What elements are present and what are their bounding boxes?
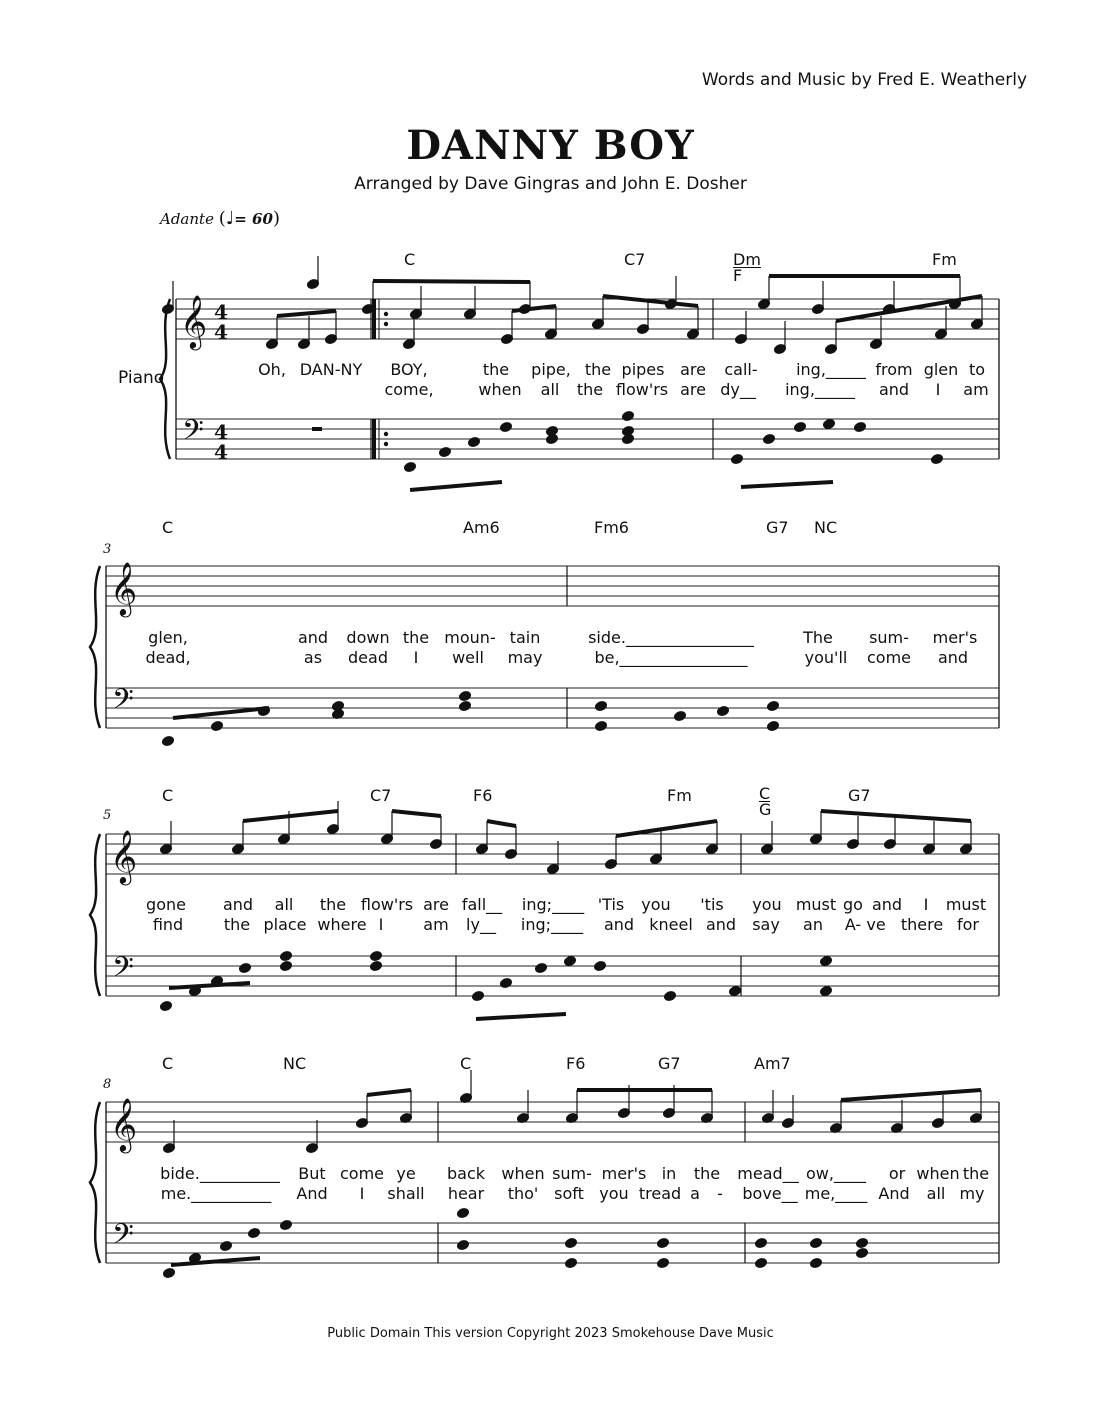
note-beam (741, 482, 833, 487)
chord-symbol: Fm (667, 786, 692, 805)
lyric-syllable: dy__ (720, 380, 756, 399)
bass-note-head (159, 1000, 172, 1011)
lyric-syllable: and (937, 648, 969, 667)
chord-symbol: G7 (658, 1054, 681, 1073)
lyric-syllable: there (900, 915, 944, 934)
lyric-syllable: a (690, 1184, 700, 1203)
whole-rest (312, 427, 322, 431)
lyric-syllable: am (963, 380, 989, 399)
treble-clef-icon: 𝄞 (110, 829, 138, 883)
chord-symbol: C (162, 786, 174, 805)
lyric-syllable: flow'rs (615, 380, 669, 399)
note-beam (487, 821, 516, 826)
bass-clef-icon: 𝄢 (112, 1218, 134, 1258)
treble-clef-icon: 𝄞 (110, 561, 138, 615)
brace (90, 566, 100, 728)
bass-note-head (855, 1247, 868, 1258)
lyric-syllable: come (339, 1164, 385, 1183)
note-beam (476, 1014, 566, 1019)
bass-note-head (564, 1257, 577, 1268)
bass-note-head (656, 1257, 669, 1268)
lyric-syllable: ly__ (466, 915, 496, 934)
chord-symbol: Am7 (754, 1054, 791, 1073)
bass-note-head (247, 1227, 260, 1238)
lyric-syllable: may (507, 648, 543, 667)
lyric-syllable: and (603, 915, 635, 934)
lyric-syllable: I (413, 648, 419, 667)
lyric-syllable: bove__ (742, 1184, 798, 1203)
bass-note-head (594, 720, 607, 731)
chord-bass: F (733, 266, 743, 285)
lyric-syllable: where (317, 915, 367, 934)
lyric-syllable: A- (844, 915, 862, 934)
bass-note-head (716, 705, 729, 716)
lyric-syllable: come, (384, 380, 434, 399)
lyric-syllable: are (423, 895, 449, 914)
time-signature: 4 (214, 300, 228, 324)
bass-note-head (279, 1219, 292, 1230)
time-signature: 4 (214, 440, 228, 464)
bass-note-head (219, 1240, 232, 1251)
lyric-syllable: the (402, 628, 430, 647)
tempo-marking: Adante (♩= 60) (160, 208, 280, 229)
bass-note-head (438, 446, 451, 457)
bass-note-head (853, 421, 866, 432)
treble-clef-icon: 𝄞 (180, 294, 208, 348)
chord-symbol: G7 (766, 518, 789, 537)
lyric-syllable: when (501, 1164, 545, 1183)
tempo-text: Adante (160, 210, 214, 228)
note-beam (841, 1090, 981, 1100)
bass-note-head (279, 950, 292, 961)
chord-bass: G (759, 800, 772, 819)
lyric-syllable: for (957, 915, 979, 934)
lyric-syllable: and (222, 895, 254, 914)
lyric-syllable: gone (146, 895, 186, 914)
lyric-syllable: must (795, 895, 837, 914)
chord-symbol: C (404, 250, 416, 269)
lyric-syllable: and (878, 380, 910, 399)
bass-note-head (754, 1257, 767, 1268)
lyric-syllable: the (962, 1164, 990, 1183)
chord-symbol (759, 786, 771, 817)
lyric-syllable: DAN-NY (299, 360, 363, 379)
lyric-syllable: dead (348, 648, 388, 667)
lyric-syllable: down (346, 628, 390, 647)
brace (90, 1102, 100, 1263)
chord-symbol: G7 (848, 786, 871, 805)
lyric-syllable: flow'rs (360, 895, 414, 914)
lyric-syllable: are (680, 360, 706, 379)
lyric-syllable: or (888, 1164, 906, 1183)
lyric-syllable: back (446, 1164, 486, 1183)
lyric-syllable: to (968, 360, 986, 379)
lyric-syllable: and (705, 915, 737, 934)
lyric-syllable: you (599, 1184, 629, 1203)
bass-clef-icon: 𝄢 (182, 414, 204, 454)
lyric-syllable: mer's (601, 1164, 647, 1183)
time-signature: 4 (214, 320, 228, 344)
bass-note-head (369, 950, 382, 961)
bass-note-head (563, 955, 576, 966)
bass-note-head (456, 1239, 469, 1250)
bass-note-head (663, 990, 676, 1001)
bass-note-head (930, 453, 943, 464)
lyric-syllable: tain (509, 628, 541, 647)
lyric-syllable: well (452, 648, 484, 667)
bass-note-head (458, 690, 471, 701)
lyric-syllable: And (296, 1184, 328, 1203)
lyric-syllable: I (923, 895, 929, 914)
lyric-syllable: call- (724, 360, 758, 379)
lyric-syllable: be,________________ (594, 648, 748, 667)
lyric-syllable: you'll (804, 648, 848, 667)
bass-note-head (762, 433, 775, 444)
lyric-syllable: the (319, 895, 347, 914)
composer-credit: Words and Music by Fred E. Weatherly (701, 70, 1027, 90)
bass-note-head (162, 1267, 175, 1278)
chord-symbol: Am6 (463, 518, 500, 537)
lyric-syllable: are (680, 380, 706, 399)
bass-note-head (499, 421, 512, 432)
bass-note-head (819, 955, 832, 966)
lyric-syllable: and (871, 895, 903, 914)
lyric-syllable: hear (447, 1184, 485, 1203)
lyric-syllable: BOY, (390, 360, 428, 379)
lyric-syllable: must (945, 895, 987, 914)
lyric-syllable: mer's (932, 628, 978, 647)
chord-root: C (759, 784, 771, 803)
bass-note-head (766, 720, 779, 731)
bass-clef-icon: 𝄢 (112, 951, 134, 991)
note-beam (821, 811, 971, 821)
note-beam (392, 811, 441, 816)
arranger-credit: Arranged by Dave Gingras and John E. Dosher (354, 174, 747, 194)
bass-note-head (279, 960, 292, 971)
lyric-syllable: ing,_____ (785, 380, 855, 399)
lyric-syllable: ing,_____ (796, 360, 866, 379)
brace (90, 834, 100, 996)
lyric-syllable: me,____ (804, 1184, 868, 1203)
lyric-syllable: ye (396, 1164, 416, 1183)
note-beam (169, 983, 250, 988)
tempo-bpm: = 60 (234, 210, 273, 228)
bass-clef-icon: 𝄢 (112, 683, 134, 723)
lyric-syllable: ing;____ (520, 915, 584, 934)
chord-symbol: C7 (370, 786, 392, 805)
chord-symbol: F6 (566, 1054, 586, 1073)
lyric-syllable: my (959, 1184, 985, 1203)
lyric-syllable: 'tis (700, 895, 724, 914)
bass-note-head (564, 1237, 577, 1248)
lyric-syllable: - (717, 1184, 723, 1203)
bass-note-head (458, 700, 471, 711)
song-title: DANNY BOY (406, 122, 695, 169)
bass-note-head (467, 436, 480, 447)
note-beam (373, 281, 530, 282)
note-beam (603, 296, 698, 306)
bass-note-head (728, 985, 741, 996)
chord-symbol (733, 252, 761, 283)
bass-note-head (730, 453, 743, 464)
bass-note-head (210, 720, 223, 731)
bass-note-head (809, 1257, 822, 1268)
lyric-syllable: ve (866, 915, 886, 934)
lyric-syllable: tho' (507, 1184, 539, 1203)
lyric-syllable: you (752, 895, 782, 914)
bass-note-head (471, 990, 484, 1001)
lyric-syllable: the (482, 360, 510, 379)
lyric-syllable: the (584, 360, 612, 379)
lyric-syllable: And (878, 1184, 910, 1203)
lyric-syllable: I (359, 1184, 365, 1203)
repeat-dot (384, 322, 388, 326)
note-beam (171, 1258, 260, 1265)
chord-symbol: NC (283, 1054, 307, 1073)
lyric-syllable: the (576, 380, 604, 399)
bass-note-head (656, 1237, 669, 1248)
bass-note-head (238, 962, 251, 973)
note-beam (243, 811, 338, 821)
lyric-syllable: when (478, 380, 522, 399)
lyric-syllable: I (378, 915, 384, 934)
chord-symbol: Fm6 (594, 518, 629, 537)
lyric-syllable: pipe, (531, 360, 571, 379)
chord-symbol: F6 (473, 786, 493, 805)
lyric-syllable: all (926, 1184, 946, 1203)
bass-note-head (621, 410, 634, 421)
bass-note-head (456, 1207, 469, 1218)
lyric-syllable: soft (554, 1184, 584, 1203)
lyric-syllable: glen, (148, 628, 188, 647)
lyric-syllable: come (866, 648, 912, 667)
lyric-syllable: side.________________ (588, 628, 754, 647)
bass-note-head (331, 700, 344, 711)
bass-note-head (621, 425, 634, 436)
lyric-syllable: moun- (444, 628, 496, 647)
bass-note-head (403, 461, 416, 472)
measure-number: 3 (103, 542, 112, 557)
lyric-syllable: mead__ (737, 1164, 799, 1183)
lyric-syllable: glen (923, 360, 959, 379)
bass-note-head (766, 700, 779, 711)
lyric-syllable: Oh, (258, 360, 286, 379)
bass-note-head (793, 421, 806, 432)
lyric-syllable: go (843, 895, 863, 914)
time-signature: 4 (214, 420, 228, 444)
bass-note-head (673, 710, 686, 721)
note-beam (512, 306, 556, 311)
bass-note-head (754, 1237, 767, 1248)
lyric-syllable: fall__ (461, 895, 503, 914)
lyric-syllable: The (803, 628, 833, 647)
bass-note-head (855, 1237, 868, 1248)
measure-number: 5 (103, 808, 112, 823)
bass-note-head (593, 960, 606, 971)
lyric-syllable: kneel (649, 915, 693, 934)
treble-clef-icon: 𝄞 (110, 1097, 138, 1151)
lyric-syllable: bide.__________ (160, 1164, 280, 1183)
bass-note-head (499, 977, 512, 988)
bass-note-head (819, 985, 832, 996)
lyric-syllable: tread (638, 1184, 682, 1203)
note-beam (410, 482, 502, 490)
chord-symbol: C (162, 1054, 174, 1073)
repeat-dot (384, 432, 388, 436)
lyric-syllable: all (540, 380, 560, 399)
lyric-syllable: an (803, 915, 823, 934)
lyric-syllable: dead, (145, 648, 191, 667)
lyric-syllable: place (263, 915, 307, 934)
chord-root: Dm (733, 250, 761, 269)
bass-note-head (594, 700, 607, 711)
chord-symbol: C7 (624, 250, 646, 269)
lyric-syllable: when (916, 1164, 960, 1183)
copyright-footer: Public Domain This version Copyright 2023 Smokehouse Dave Music (327, 1326, 774, 1341)
lyric-syllable: and (297, 628, 329, 647)
lyric-syllable: I (935, 380, 941, 399)
repeat-dot (384, 312, 388, 316)
bass-note-head (809, 1237, 822, 1248)
bass-note-head (161, 735, 174, 746)
lyric-syllable: sum- (869, 628, 909, 647)
note-beam (277, 311, 336, 316)
lyric-syllable: am (423, 915, 449, 934)
bass-note-head (822, 418, 835, 429)
lyric-syllable: as (303, 648, 323, 667)
lyric-syllable: But (298, 1164, 326, 1183)
lyric-syllable: shall (387, 1184, 425, 1203)
bass-note-head (545, 425, 558, 436)
lyric-syllable: you (641, 895, 671, 914)
quarter-note-icon: ♩ (225, 208, 235, 229)
lyric-syllable: in (661, 1164, 677, 1183)
lyric-syllable: say (752, 915, 780, 934)
instrument-label: Piano (118, 368, 165, 388)
chord-symbol: C (162, 518, 174, 537)
note-beam (173, 708, 269, 718)
lyric-syllable: find (152, 915, 184, 934)
bass-note-head (534, 962, 547, 973)
repeat-dot (384, 442, 388, 446)
chord-symbol: C (460, 1054, 472, 1073)
note-beam (367, 1090, 411, 1095)
chord-symbol: Fm (932, 250, 957, 269)
lyric-syllable: 'Tis (597, 895, 625, 914)
lyric-syllable: the (693, 1164, 721, 1183)
lyric-syllable: me.__________ (160, 1184, 272, 1203)
chord-symbol: NC (814, 518, 838, 537)
bass-note-head (369, 960, 382, 971)
lyric-syllable: ow,____ (806, 1164, 866, 1183)
measure-number: 8 (103, 1077, 112, 1092)
lyric-syllable: ing;____ (521, 895, 585, 914)
lyric-syllable: all (274, 895, 294, 914)
lyric-syllable: from (875, 360, 913, 379)
lyric-syllable: sum- (552, 1164, 592, 1183)
lyric-syllable: pipes (621, 360, 665, 379)
lyric-syllable: the (223, 915, 251, 934)
